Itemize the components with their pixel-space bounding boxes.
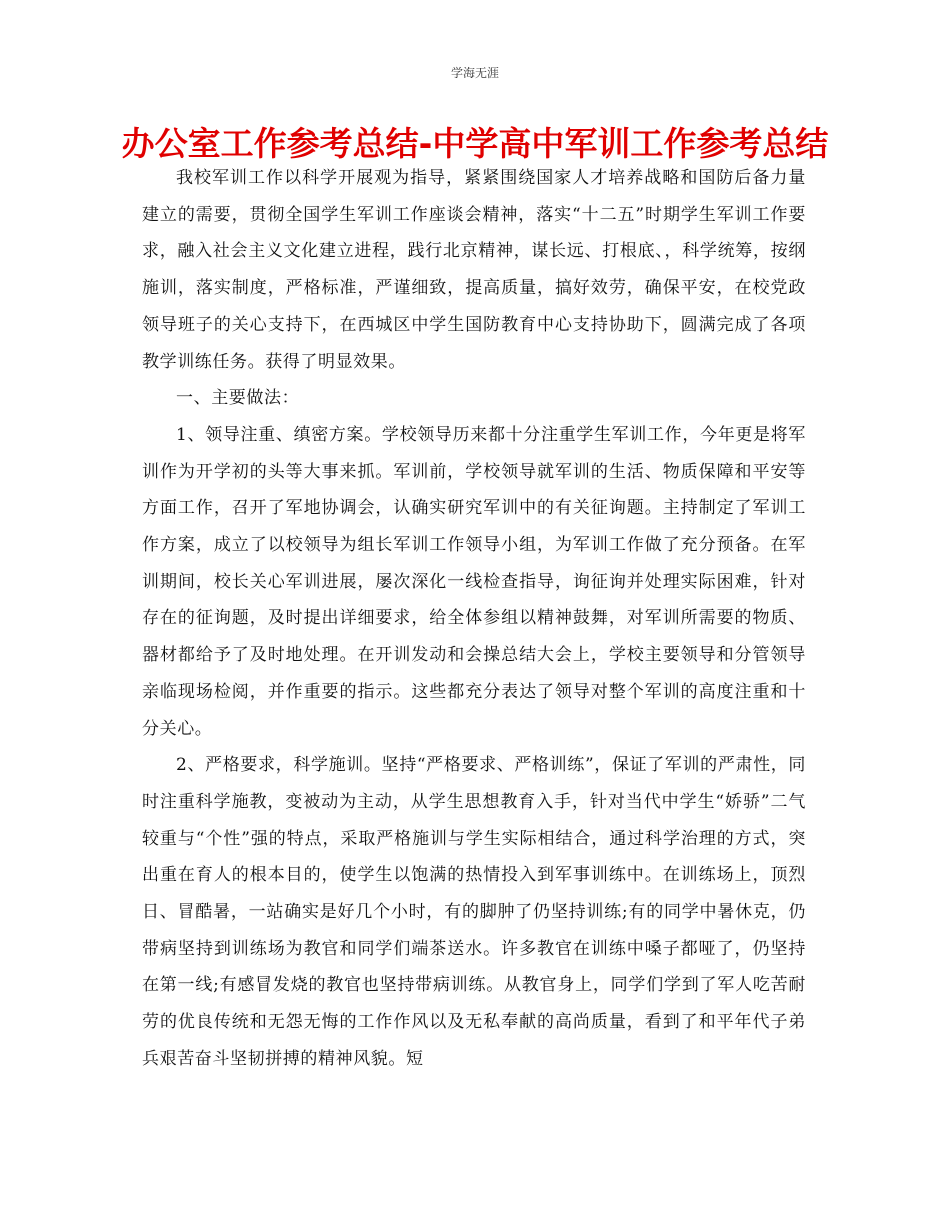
document-title: 办公室工作参考总结-中学高中军训工作参考总结 xyxy=(121,124,829,163)
page-header: 学海无涯 xyxy=(450,66,499,80)
paragraph-intro: 我校军训工作以科学开展观为指导，紧紧围绕国家人才培养战略和国防后备力量建立的需要，贯彻全国学生军训工作座谈会精神，落实“十二五”时期学生军训工作要求，融入社会主义文化建立进程，践行北京精神，谋长远、打根底、，科学统筹，按纲施训，落实制度，严格标准，严谨细致，提高质量，搞好效劳，确保平安，在校党政领导班子的关心支持下，在西城区中学生国防教育中心支持协助下，圆满完成了各项教学训练任务。获得了明显效果。 xyxy=(142,168,806,372)
section-heading-main-methods: 一、主要做法： xyxy=(176,388,300,409)
document-body xyxy=(142,160,806,1078)
paragraph-strict-training: 2、严格要求，科学施训。坚持“严格要求、严格训练”，保证了军训的严肃性，同时注重科学施教，变被动为主动，从学生思想教育入手，针对当代中学生“娇骄”二气较重与“个性”强的特点，采取严格施训与学生实际相结合，通过科学治理的方式，突出重在育人的根本目的，使学生以饱满的热情投入到军事训练中。在训练场上，顶烈日、冒酷暑，一站确实是好几个小时，有的脚肿了仍坚持训练;有的同学中暑休克，仍带病坚持到训练场为教官和同学们端茶送水。许多教官在训练中嗓子都哑了，仍坚持在第一线;有感冒发烧的教官也坚持带病训练。从教官身上，同学们学到了军人吃苦耐劳的优良传统和无怨无悔的工作作风以及无私奉献的高尚质量，看到了和平年代子弟兵艰苦奋斗坚韧拼搏的精神风貌。短 xyxy=(142,755,806,1069)
paragraph-leadership: 1、领导注重、缜密方案。学校领导历来都十分注重学生军训工作，今年更是将军训作为开学初的头等大事来抓。军训前，学校领导就军训的生活、物质保障和平安等方面工作，召开了军地协调会，认确实研究军训中的有关征询题。主持制定了军训工作方案，成立了以校领导为组长军训工作领导小组，为军训工作做了充分预备。在军训期间，校长关心军训进展，屡次深化一线检查指导，询征询并处理实际困难，针对存在的征询题，及时提出详细要求，给全体参组以精神鼓舞，对军训所需要的物质、器材都给予了及时地处理。在开训发动和会操总结大会上，学校主要领导和分管领导亲临现场检阅，并作重要的指示。这些都充分表达了领导对整个军训的高度注重和十分关心。 xyxy=(142,424,806,739)
